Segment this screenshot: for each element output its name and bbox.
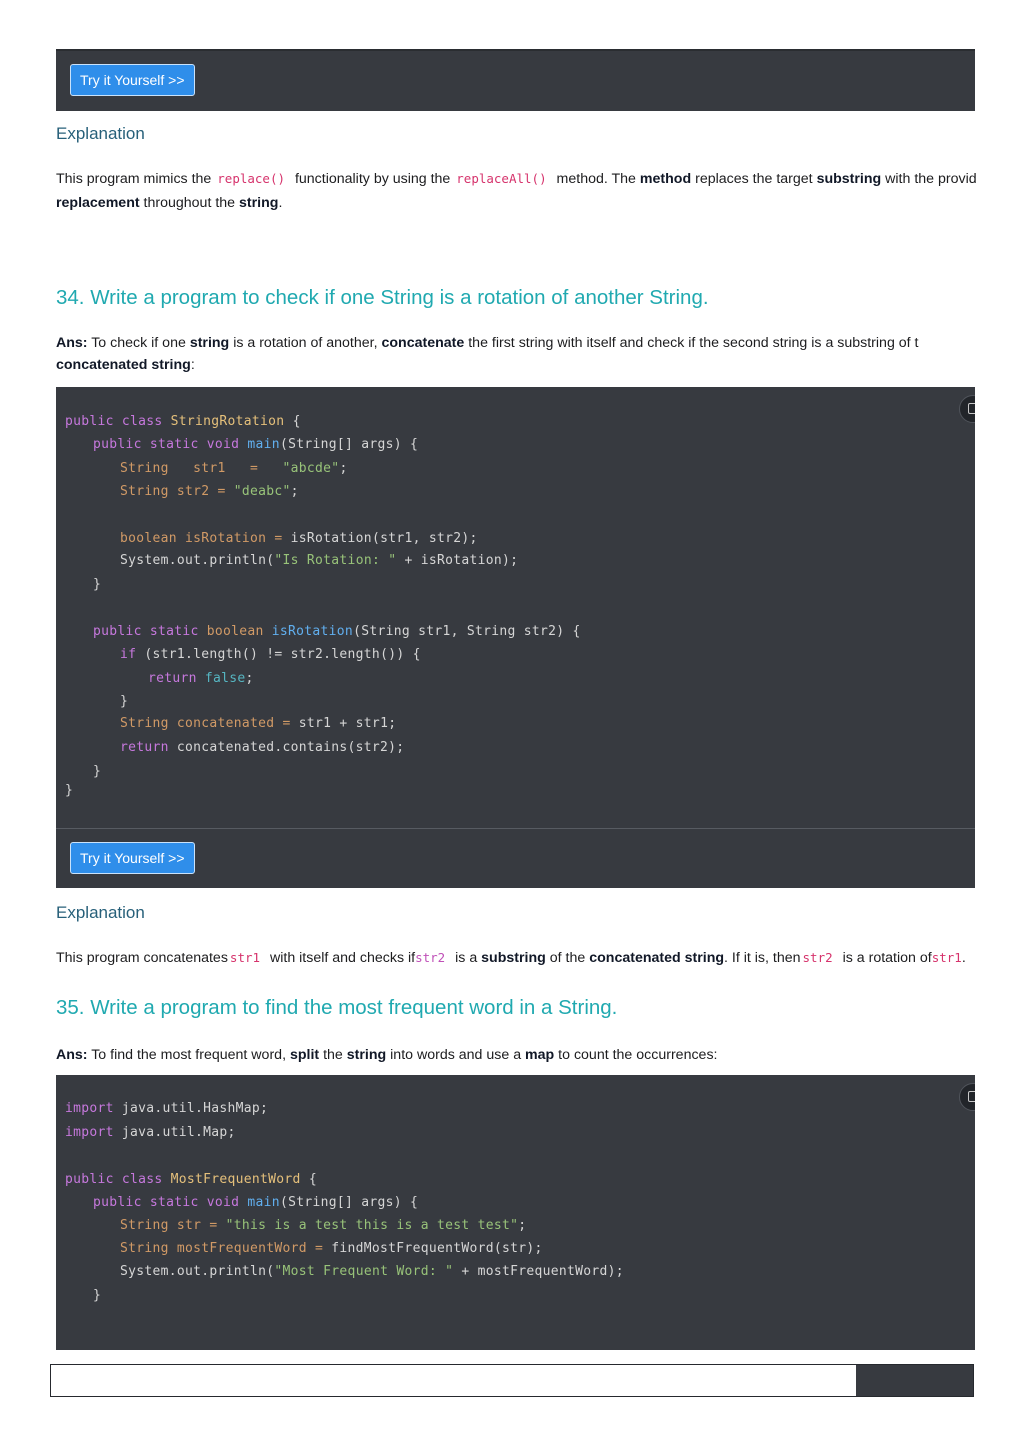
- code-line: String str = "this is a test this is a test test";: [120, 1218, 527, 1233]
- code-line: public class MostFrequentWord {: [65, 1172, 317, 1187]
- code-panel-footer-33: [56, 49, 975, 111]
- code-line: return concatenated.contains(str2);: [120, 740, 405, 755]
- code-line: boolean isRotation = isRotation(str1, str2);: [120, 531, 478, 546]
- code-line: String str2 = "deabc";: [120, 484, 299, 499]
- copy-icon: [968, 403, 975, 414]
- code-line: }: [65, 783, 74, 798]
- code-block-34: [56, 387, 975, 888]
- code-line: }: [93, 577, 102, 592]
- bottom-input-bar[interactable]: [50, 1364, 974, 1397]
- answer-34: Ans: To check if one string is a rotation of another, concatenate the first string with itself and check if the second string is a substring of t concatenated string:: [56, 335, 919, 373]
- try-it-yourself-button[interactable]: Try it Yourself >>: [70, 842, 195, 874]
- explanation-34: This program concatenates str1 with itself and checks ifstr2 is a substring of the concatenated string. If it is, then str2 is a rotation ofstr1.: [56, 950, 966, 966]
- code-line: String str1 = "abcde";: [120, 461, 348, 476]
- copy-icon: [968, 1091, 975, 1102]
- code-line: public static boolean isRotation(String str1, String str2) {: [93, 624, 581, 639]
- code-line: import java.util.HashMap;: [65, 1101, 269, 1116]
- copy-code-button[interactable]: [959, 1083, 975, 1111]
- code-line: System.out.println("Is Rotation: " + isRotation);: [120, 553, 519, 568]
- copy-code-button[interactable]: [959, 395, 975, 423]
- question-34-title: 34. Write a program to check if one String is a rotation of another String.: [56, 286, 709, 309]
- question-35-title: 35. Write a program to find the most frequent word in a String.: [56, 996, 618, 1019]
- code-line: String concatenated = str1 + str1;: [120, 716, 397, 731]
- explanation-heading: Explanation: [56, 124, 145, 143]
- code-line: }: [120, 694, 129, 709]
- code-block-35: [56, 1075, 975, 1350]
- code-line: }: [93, 764, 102, 779]
- code-line: return false;: [148, 671, 254, 686]
- code-line: System.out.println("Most Frequent Word: " + mostFrequentWord);: [120, 1264, 624, 1279]
- answer-35: Ans: To find the most frequent word, split the string into words and use a map to count the occurrences:: [56, 1047, 718, 1063]
- code-line: String mostFrequentWord = findMostFrequentWord(str);: [120, 1241, 543, 1256]
- explanation-heading: Explanation: [56, 903, 145, 922]
- code-line: public class StringRotation {: [65, 414, 301, 429]
- explanation-33: This program mimics the replace() functionality by using the replaceAll() method. The method replaces the target substring with the provid replacement throughout the string.: [56, 171, 977, 211]
- code-line: import java.util.Map;: [65, 1125, 236, 1140]
- code-line: }: [93, 1288, 102, 1303]
- code-line: public static void main(String[] args) {: [93, 437, 419, 452]
- code-line: if (str1.length() != str2.length()) {: [120, 647, 421, 662]
- bottom-bar-panel: [856, 1365, 973, 1396]
- code-panel-divider: [56, 828, 975, 829]
- try-it-yourself-button[interactable]: Try it Yourself >>: [70, 64, 195, 96]
- code-line: public static void main(String[] args) {: [93, 1195, 419, 1210]
